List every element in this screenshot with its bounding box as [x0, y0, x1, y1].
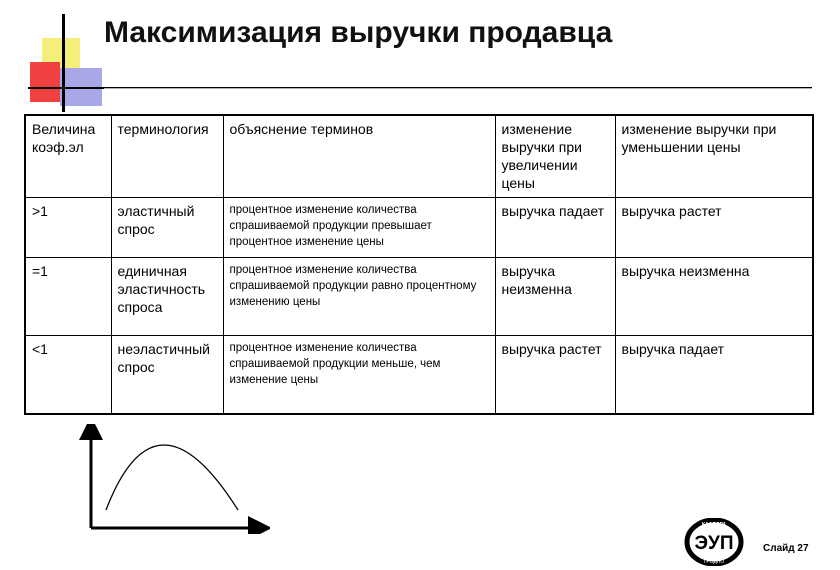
cell-coefficient: =1	[25, 257, 111, 335]
cell-explanation: процентное изменение количества спрашиваемой продукции равно процентному изменению цены	[223, 257, 495, 335]
cell-terminology: неэластичный спрос	[111, 335, 223, 414]
cell-terminology: эластичный спрос	[111, 197, 223, 257]
cell-price-decrease: выручка растет	[615, 197, 813, 257]
slide-number: Слайд 27	[763, 543, 809, 554]
table-row	[25, 197, 813, 257]
cell-price-increase: выручка растет	[495, 335, 615, 414]
elasticity-table	[24, 114, 814, 415]
header-cell-price-increase: изменение выручки при увеличении цены	[495, 115, 615, 197]
table-row	[25, 257, 813, 335]
header-cell-explanation: объяснение терминов	[223, 115, 495, 197]
revenue-curve	[106, 445, 238, 510]
table-row	[25, 335, 813, 414]
decor-horizontal-rule-shadow	[104, 88, 812, 89]
header-cell-terminology: терминология	[111, 115, 223, 197]
revenue-curve-graph	[70, 424, 270, 534]
logo-text: ЭУП	[694, 533, 734, 554]
decor-vertical-rule	[62, 14, 65, 112]
header-cell-coefficient: Величина коэф.эл	[25, 115, 111, 197]
cell-coefficient: <1	[25, 335, 111, 414]
logo-ring-top: КАФЕДРА	[701, 522, 727, 528]
cell-price-decrease: выручка падает	[615, 335, 813, 414]
cell-coefficient: >1	[25, 197, 111, 257]
decor-red-square	[30, 62, 60, 102]
department-logo	[684, 518, 746, 566]
table-header-row	[25, 115, 813, 197]
slide-title: Максимизация выручки продавца	[104, 16, 613, 49]
cell-explanation: процентное изменение количества спрашиваемой продукции превышает процентное изменение цены	[223, 197, 495, 257]
cell-price-increase: выручка неизменна	[495, 257, 615, 335]
header-cell-price-decrease: изменение выручки при уменьшении цены	[615, 115, 813, 197]
cell-price-decrease: выручка неизменна	[615, 257, 813, 335]
cell-explanation: процентное изменение количества спрашиваемой продукции меньше, чем изменение цены	[223, 335, 495, 414]
logo-ring-bottom: ГРОДНО	[703, 559, 725, 565]
cell-terminology: единичная эластичность спроса	[111, 257, 223, 335]
cell-price-increase: выручка падает	[495, 197, 615, 257]
